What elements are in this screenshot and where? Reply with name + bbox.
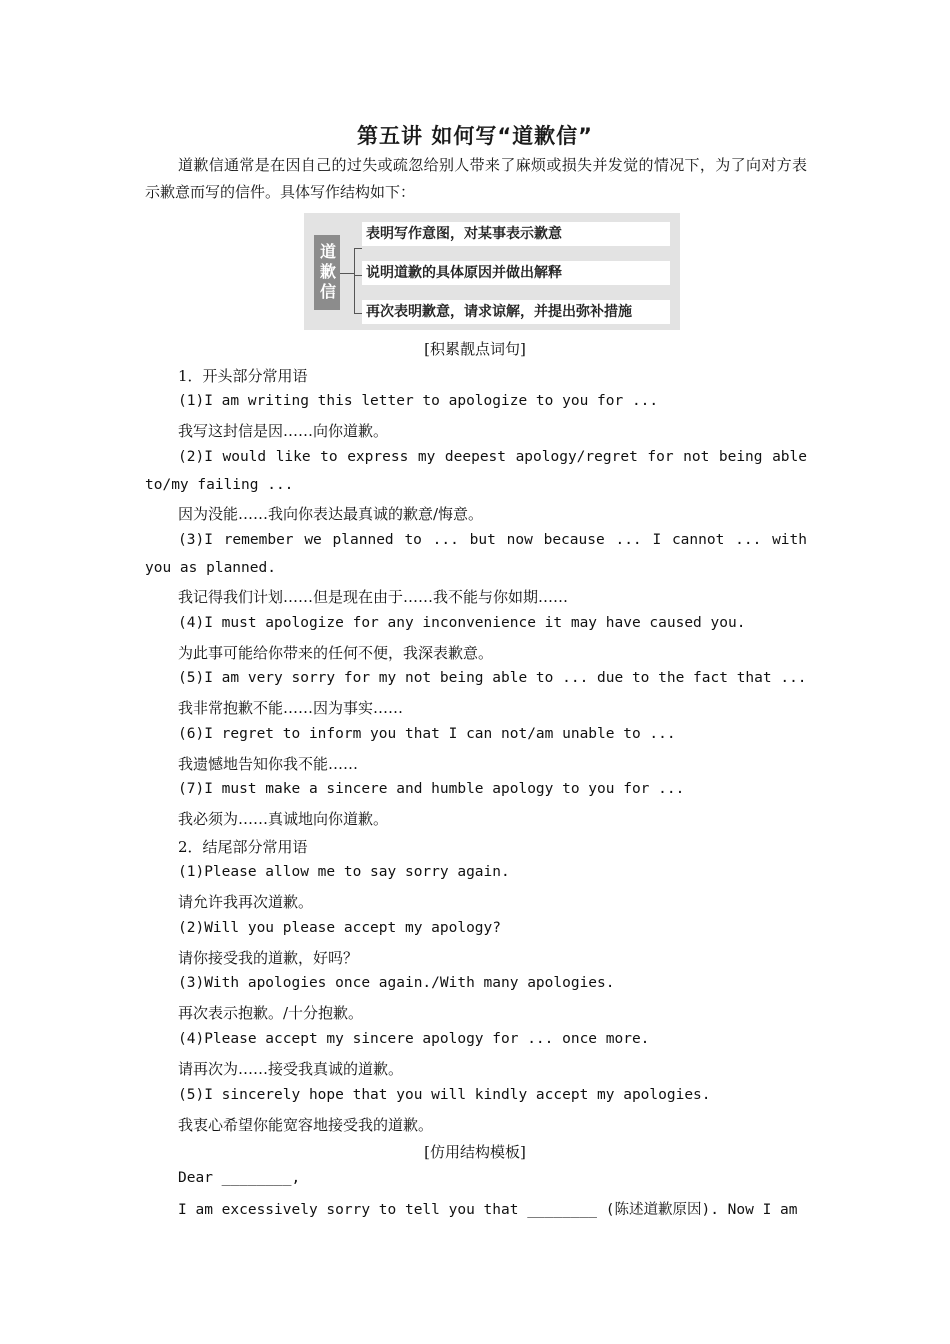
closing-item-2-zh: 请你接受我的道歉，好吗？ — [178, 949, 359, 967]
opening-item-6-en: (6)I regret to inform you that I can not/am unable to ... — [178, 726, 676, 742]
diagram-step-1: 表明写作意图，对某事表示歉意 — [362, 222, 670, 246]
diagram-tick — [354, 248, 362, 249]
opening-item-6-zh: 我遗憾地告知你我不能…… — [178, 755, 359, 773]
template-first-line: I am excessively sorry to tell you that ________ (陈述道歉原因). Now I am — [178, 1202, 798, 1218]
opening-heading: 1．开头部分常用语 — [178, 367, 308, 385]
diagram-bracket — [354, 248, 355, 313]
diagram-step-2: 说明道歉的具体原因并做出解释 — [362, 261, 670, 285]
closing-item-4-en: (4)Please accept my sincere apology for ... once more. — [178, 1031, 650, 1047]
opening-item-1-en: (1)I am writing this letter to apologize to you for ... — [178, 393, 659, 409]
template-salutation: Dear ________, — [178, 1170, 301, 1186]
closing-item-4-zh: 请再次为……接受我真诚的道歉。 — [178, 1060, 404, 1078]
opening-item-3-en: (3)I remember we planned to ... but now because ... I cannot ... with you as planned. — [145, 532, 807, 576]
opening-item-5-zh: 我非常抱歉不能……因为事实…… — [178, 699, 404, 717]
intro-paragraph: 道歉信通常是在因自己的过失或疏忽给别人带来了麻烦或损失并发觉的情况下，为了向对方表示歉意而写的信件。具体写作结构如下： — [145, 156, 807, 201]
closing-item-5-zh: 我衷心希望你能宽容地接受我的道歉。 — [178, 1116, 434, 1134]
opening-item-2-en: (2)I would like to express my deepest apology/regret for not being able to/my failing ... — [145, 449, 807, 493]
diagram-tick — [354, 313, 362, 314]
closing-item-3-zh: 再次表示抱歉。/十分抱歉。 — [178, 1004, 364, 1022]
closing-item-2-en: (2)Will you please accept my apology? — [178, 920, 502, 936]
opening-item-4-zh: 为此事可能给你带来的任何不便，我深表歉意。 — [178, 644, 494, 662]
section-heading-phrases: [积累靓点词句] — [424, 340, 526, 358]
page-title: 第五讲 如何写“道歉信” — [357, 124, 593, 148]
opening-item-4-en: (4)I must apologize for any inconvenience it may have caused you. — [178, 615, 746, 631]
section-heading-template: [仿用结构模板] — [424, 1143, 526, 1161]
diagram-label: 道歉信 — [314, 235, 340, 310]
opening-item-3-zh: 我记得我们计划……但是现在由于……我不能与你如期…… — [178, 588, 569, 606]
opening-item-7-en: (7)I must make a sincere and humble apology to you for ... — [178, 781, 685, 797]
closing-item-3-en: (3)With apologies once again./With many apologies. — [178, 975, 615, 991]
structure-diagram — [304, 213, 680, 330]
closing-heading: 2．结尾部分常用语 — [178, 838, 308, 856]
closing-item-1-zh: 请允许我再次道歉。 — [178, 893, 314, 911]
closing-item-1-en: (1)Please allow me to say sorry again. — [178, 864, 510, 880]
opening-item-5-en: (5)I am very sorry for my not being able to ... due to the fact that ... — [178, 670, 807, 686]
diagram-tick — [354, 275, 362, 276]
diagram-step-3: 再次表明歉意，请求谅解，并提出弥补措施 — [362, 300, 670, 324]
closing-item-5-en: (5)I sincerely hope that you will kindly accept my apologies. — [178, 1087, 711, 1103]
diagram-connector — [340, 273, 354, 274]
opening-item-2-zh: 因为没能……我向你表达最真诚的歉意/悔意。 — [178, 505, 484, 523]
opening-item-1-zh: 我写这封信是因……向你道歉。 — [178, 422, 389, 440]
opening-item-7-zh: 我必须为……真诚地向你道歉。 — [178, 810, 389, 828]
